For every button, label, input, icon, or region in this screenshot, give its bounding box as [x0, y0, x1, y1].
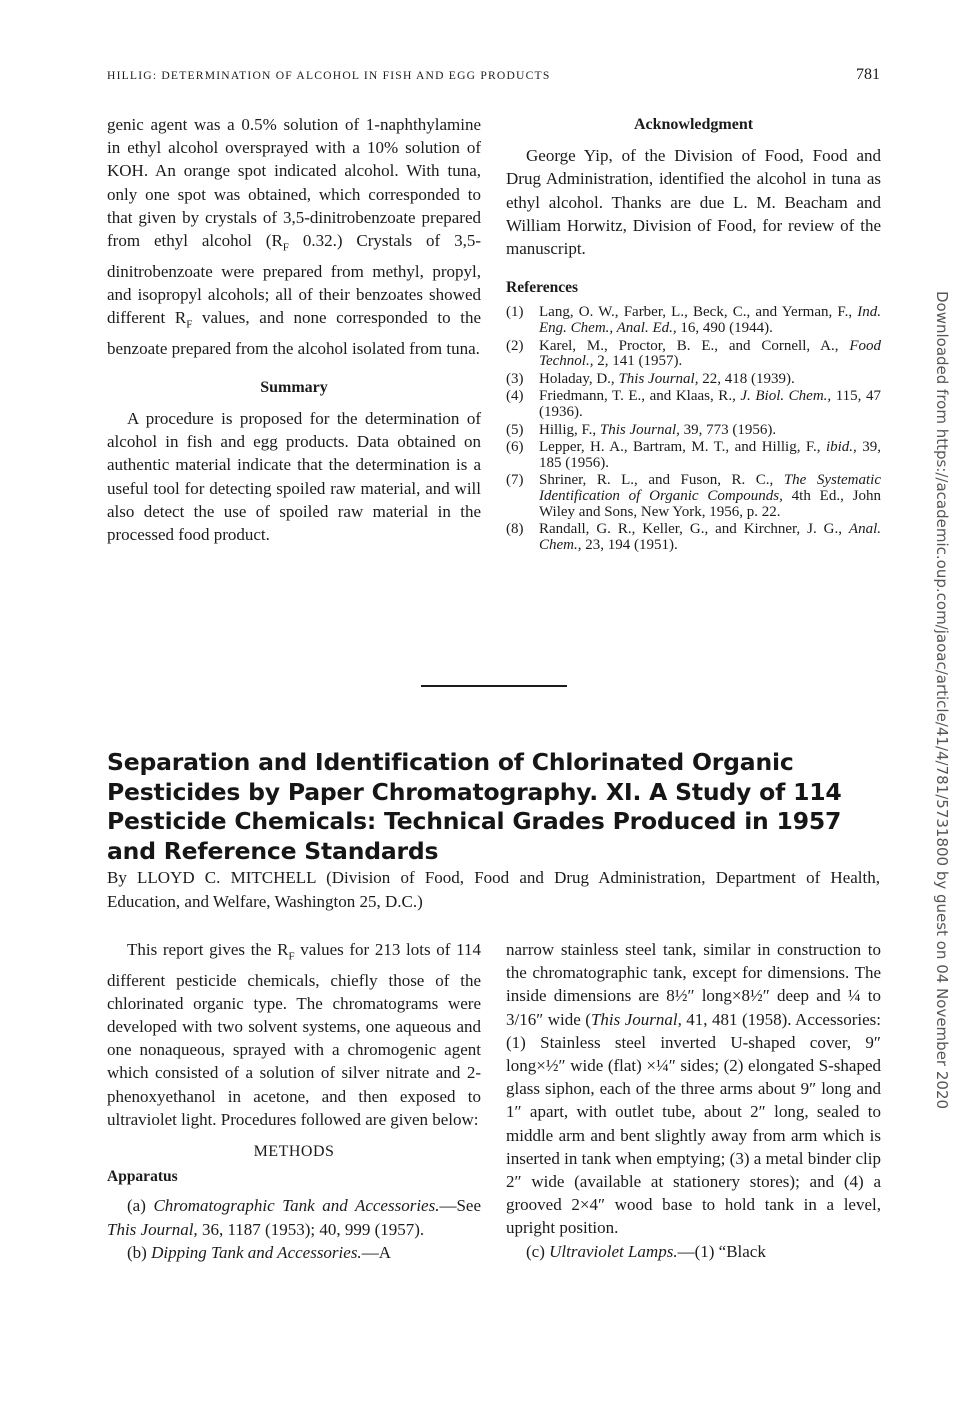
continuation-paragraph: genic agent was a 0.5% solution of 1-naphthylamine in ethyl alcohol oversprayed with a 10% solution of KOH. An orange spot indicated alcohol. With tuna, only one spot was obtained, which corresponded to that given by crystals of 3,5-dinitrobenzoate prepared from ethyl alcohol ($R_F$ 0.32.) Crystals of 3,5-dinitrobenzoate were prepared from methyl, propyl, and isopropyl alcohols; all of their benzoates showed different $R_F$ values, and none corresponded to the benzoate prepared from the alcohol isolated from tuna.: [107, 115, 481, 358]
methods-heading: METHODS: [253, 1143, 335, 1161]
intro-paragraph: This report gives the $R_F$ values for 213 lots of 114 different pesticide chemicals, chiefly those of the chlorinated organic type. The chromatograms were developed with two solvent systems, one aqueous and one nonaqueous, sprayed with a chromogenic agent which consisted of a solution of silver nitrate and 2-phenoxyethanol in acetone, and then exposed to ultraviolet light. Procedures followed are given below:: [107, 940, 481, 1129]
reference-item: (8) Randall, G. R., Keller, G., and Kirchner, J. G., Anal. Chem., 23, 194 (1951).: [506, 521, 881, 553]
article-title: Separation and Identification of Chlorinated Organic Pesticides by Paper Chromatography. XI. A Study of 114 Pesticide Chemicals: Technical Grades Produced in 1957 and Reference Standards: [107, 748, 842, 865]
lower-right-column: [506, 938, 881, 1263]
reference-item: (5) Hillig, F., This Journal, 39, 773 (1956).: [506, 421, 777, 438]
lower-left-column: [107, 938, 481, 1264]
page-number: 781: [856, 66, 880, 83]
item-a-paragraph: (a) Chromatographic Tank and Accessories.—See This Journal, 36, 1187 (1953); 40, 999 (1957).: [107, 1196, 482, 1239]
reference-item: (1) Lang, O. W., Farber, L., Beck, C., and Yerman, F., Ind. Eng. Chem., Anal. Ed., 16, 490 (1944).: [506, 304, 881, 337]
acknowledgment-heading: Acknowledgment: [633, 116, 754, 133]
running-head: [107, 66, 880, 88]
reference-item: (4) Friedmann, T. E., and Klaas, R., J. Biol. Chem., 115, 47 (1936).: [506, 388, 881, 420]
upper-left-column: [107, 113, 481, 546]
reference-item: (6) Lepper, H. A., Bartram, M. T., and Hillig, F., ibid., 39, 185 (1956).: [506, 439, 881, 471]
reference-item: (3) Holaday, D., This Journal, 22, 418 (1939).: [506, 370, 795, 387]
apparatus-heading: Apparatus: [107, 1168, 178, 1186]
summary-paragraph: A procedure is proposed for the determination of alcohol in fish and egg products. Data obtained on authentic material indicate that the determination is a useful tool for detecting spoiled raw material, and will also detect the use of spoiled raw material in the processed food product.: [107, 409, 481, 545]
section-divider: [421, 685, 567, 687]
reference-item: (7) Shriner, R. L., and Fuson, R. C., The Systematic Identification of Organic Compounds, 4th Ed., John Wiley and Sons, New York, 1956, p. 22.: [506, 472, 881, 520]
download-stamp-text: Downloaded from https://academic.oup.com/jaoac/article/41/4/781/5731800 by guest on 04 November 2020: [933, 290, 951, 1110]
item-b-paragraph: (b) Dipping Tank and Accessories.—A: [127, 1242, 391, 1262]
upper-right-column: [506, 113, 881, 555]
summary-heading: Summary: [260, 378, 328, 396]
references-heading: References: [506, 279, 579, 297]
references-list: [506, 305, 881, 553]
acknowledgment-paragraph: George Yip, of the Division of Food, Food and Drug Administration, identified the alcohol in tuna as ethyl alcohol. Thanks are due L. M. Beacham and William Horwitz, Division of Food, for review of the manuscript.: [506, 146, 881, 259]
reference-item: (2) Karel, M., Proctor, B. E., and Cornell, A., Food Technol., 2, 141 (1957).: [506, 337, 881, 370]
byline: By LLOYD C. MITCHELL (Division of Food, Food and Drug Administration, Department of Health, Education, and Welfare, Washington 25, D.C.): [107, 868, 880, 911]
running-title: HILLIG: DETERMINATION OF ALCOHOL IN FISH AND EGG PRODUCTS: [107, 69, 551, 82]
dipping-tank-paragraph: narrow stainless steel tank, similar in construction to the chromatographic tank, except for dimensions. The inside dimensions are 8½″ long×8½″ deep and ¼ to 3/16″ wide (This Journal, 41, 481 (1958). Accessories: (1) Stainless steel inverted U-shaped cover, 9″ long×½″ wide (flat) ×¼″ sides; (2) elongated S-shaped glass siphon, each of the three arms about 9″ long and 1″ apart, with outlet tube, about 2″ long, sealed to middle arm and bent slightly away from arm which is inserted in tank when emptying; (3) a metal binder clip 2″ wide (available at stationery stores); and (4) a grooved 2×4″ wood base to hold tank in a level, upright position.: [506, 940, 881, 1238]
item-c-paragraph: (c) Ultraviolet Lamps.—(1) “Black: [526, 1241, 766, 1261]
